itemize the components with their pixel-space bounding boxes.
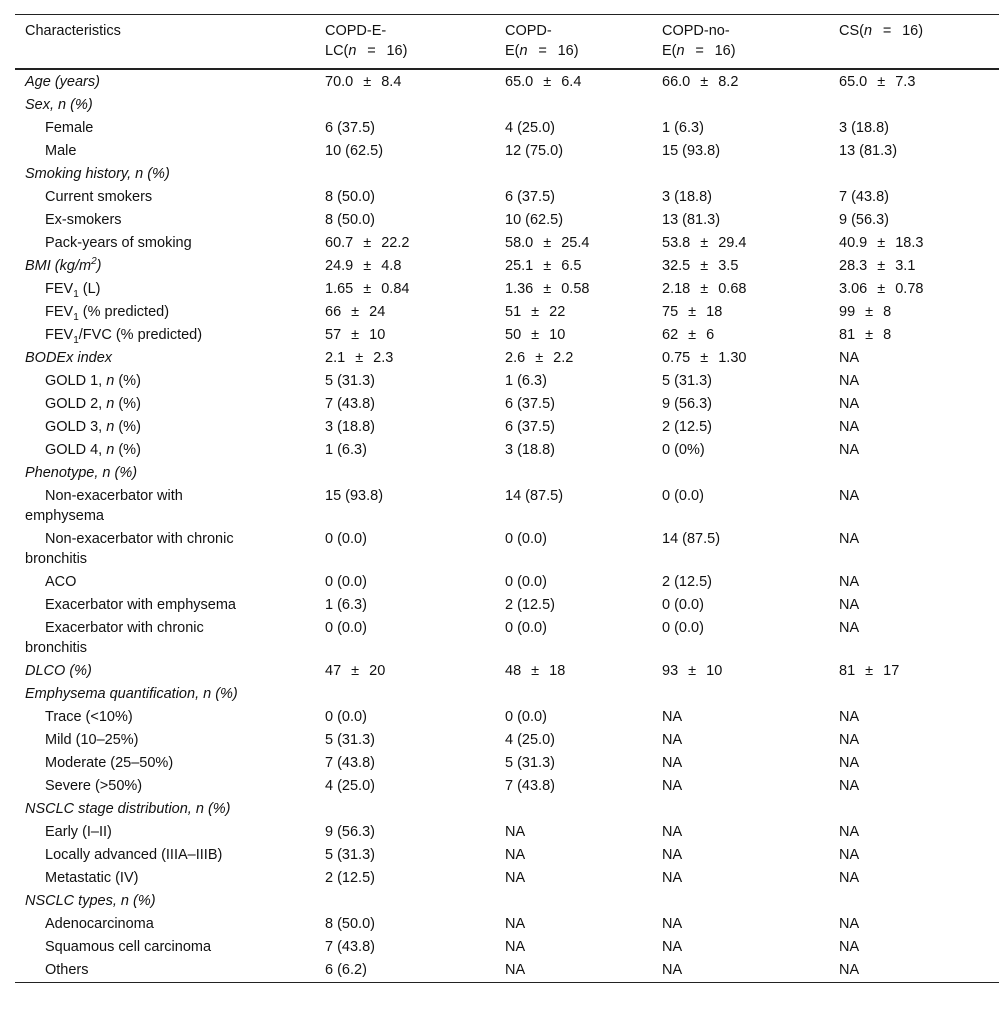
cell-exemph-col1: 1 (6.3) [325, 597, 367, 613]
cell-smoking-col2 [495, 163, 652, 186]
row-label-female: Female [45, 120, 94, 136]
table-row-fev1l [15, 278, 999, 301]
table-row-smoking [15, 163, 999, 186]
cell-exbron-col4: NA [839, 620, 860, 636]
cell-adeno-col3: NA [662, 916, 683, 932]
row-label-ex: Ex-smokers [45, 212, 122, 228]
header-copd-e: COPD- E(n = 16) [505, 23, 579, 59]
table-row-aco [15, 571, 999, 594]
table-row-bmi [15, 255, 999, 278]
table-row-stage [15, 798, 999, 821]
row-label-current: Current smokers [45, 189, 153, 205]
cell-smoking-col1 [315, 163, 495, 186]
cell-fevfvc-col4: 81 ± 8 [839, 327, 892, 343]
cell-sex-col4 [829, 94, 999, 117]
cell-dlco-col3: 93 ± 10 [662, 663, 723, 679]
row-label-nonexbron: Non-exacerbator with chronic bronchitis [25, 531, 234, 567]
table-row-severe [15, 775, 999, 798]
cell-types-col4 [829, 890, 999, 913]
cell-stage-col4 [829, 798, 999, 821]
cell-types-col1 [315, 890, 495, 913]
cell-gold4-col4: NA [839, 442, 860, 458]
cell-gold3-col2: 6 (37.5) [505, 419, 555, 435]
cell-fev1l-col4: 3.06 ± 0.78 [839, 281, 924, 297]
row-label-gold2: GOLD 2, n (%) [45, 396, 141, 412]
cell-gold3-col3: 2 (12.5) [662, 419, 712, 435]
cell-squamous-col4: NA [839, 939, 860, 955]
cell-gold1-col4: NA [839, 373, 860, 389]
cell-fev1l-col1: 1.65 ± 0.84 [325, 281, 410, 297]
cell-trace-col2: 0 (0.0) [505, 709, 547, 725]
cell-current-col1: 8 (50.0) [325, 189, 375, 205]
row-label-moderate: Moderate (25–50%) [45, 755, 174, 771]
row-label-mild: Mild (10–25%) [45, 732, 139, 748]
table-row-exemph [15, 594, 999, 617]
cell-emphq-col1 [315, 683, 495, 706]
cell-bodex-col4: NA [839, 350, 860, 366]
cell-emphq-col4 [829, 683, 999, 706]
cell-others-col1: 6 (6.2) [325, 962, 367, 978]
row-label-gold3: GOLD 3, n (%) [45, 419, 141, 435]
cell-nonexbron-col3: 14 (87.5) [662, 531, 721, 547]
row-label-bodex: BODEx index [25, 350, 113, 366]
cell-others-col3: NA [662, 962, 683, 978]
table-row-mild [15, 729, 999, 752]
cell-nonexemph-col1: 15 (93.8) [325, 488, 384, 504]
table-row-gold1 [15, 370, 999, 393]
cell-metastatic-col3: NA [662, 870, 683, 886]
table-row-locally [15, 844, 999, 867]
row-label-gold1: GOLD 1, n (%) [45, 373, 141, 389]
cell-gold3-col1: 3 (18.8) [325, 419, 375, 435]
cell-current-col3: 3 (18.8) [662, 189, 712, 205]
table-row-current [15, 186, 999, 209]
table-row-male [15, 140, 999, 163]
cell-pack-col2: 58.0 ± 25.4 [505, 235, 590, 251]
cell-trace-col4: NA [839, 709, 860, 725]
cell-locally-col2: NA [505, 847, 526, 863]
header-copd-no-e: COPD-no- E(n = 16) [662, 23, 736, 59]
row-label-sex: Sex, n (%) [25, 97, 93, 113]
cell-exbron-col3: 0 (0.0) [662, 620, 704, 636]
cell-phenotype-col3 [652, 462, 829, 485]
row-label-aco: ACO [45, 574, 77, 590]
table-row-bodex [15, 347, 999, 370]
table-row-emphq [15, 683, 999, 706]
cell-bmi-col4: 28.3 ± 3.1 [839, 258, 916, 274]
cell-severe-col4: NA [839, 778, 860, 794]
cell-nonexbron-col4: NA [839, 531, 860, 547]
cell-exemph-col2: 2 (12.5) [505, 597, 555, 613]
cell-severe-col3: NA [662, 778, 683, 794]
cell-current-col2: 6 (37.5) [505, 189, 555, 205]
table-row-female [15, 117, 999, 140]
cell-sex-col3 [652, 94, 829, 117]
cell-pack-col3: 53.8 ± 29.4 [662, 235, 747, 251]
cell-smoking-col4 [829, 163, 999, 186]
cell-exemph-col3: 0 (0.0) [662, 597, 704, 613]
cell-types-col2 [495, 890, 652, 913]
row-label-early: Early (I–II) [45, 824, 112, 840]
row-label-fev1l: $FEV_1$ (L) [45, 281, 101, 300]
cell-gold2-col2: 6 (37.5) [505, 396, 555, 412]
cell-stage-col2 [495, 798, 652, 821]
table-row-metastatic [15, 867, 999, 890]
row-label-exemph: Exacerbator with emphysema [45, 597, 236, 613]
cell-sex-col1 [315, 94, 495, 117]
characteristics-table-container [15, 14, 999, 983]
cell-nonexemph-col2: 14 (87.5) [505, 488, 564, 504]
cell-current-col4: 7 (43.8) [839, 189, 889, 205]
row-label-locally: Locally advanced (IIIA–IIIB) [45, 847, 223, 863]
cell-severe-col2: 7 (43.8) [505, 778, 555, 794]
cell-male-col1: 10 (62.5) [325, 143, 384, 159]
table-row-fevfvc [15, 324, 999, 347]
cell-bodex-col1: 2.1 ± 2.3 [325, 350, 394, 366]
cell-fev1p-col2: 51 ± 22 [505, 304, 566, 320]
row-label-age: Age (years) [25, 74, 100, 90]
cell-nonexemph-col4: NA [839, 488, 860, 504]
cell-nonexbron-col1: 0 (0.0) [325, 531, 367, 547]
table-row-types [15, 890, 999, 913]
cell-gold4-col1: 1 (6.3) [325, 442, 367, 458]
cell-age-col2: 65.0 ± 6.4 [505, 74, 582, 90]
cell-aco-col2: 0 (0.0) [505, 574, 547, 590]
cell-others-col4: NA [839, 962, 860, 978]
cell-male-col2: 12 (75.0) [505, 143, 564, 159]
cell-trace-col1: 0 (0.0) [325, 709, 367, 725]
cell-fevfvc-col3: 62 ± 6 [662, 327, 715, 343]
cell-stage-col3 [652, 798, 829, 821]
table-row-squamous [15, 936, 999, 959]
cell-bodex-col2: 2.6 ± 2.2 [505, 350, 574, 366]
cell-male-col4: 13 (81.3) [839, 143, 898, 159]
row-label-stage: NSCLC stage distribution, n (%) [25, 801, 231, 817]
table-row-gold3 [15, 416, 999, 439]
cell-pack-col1: 60.7 ± 22.2 [325, 235, 410, 251]
row-label-phenotype: Phenotype, n (%) [25, 465, 138, 481]
cell-fev1p-col1: 66 ± 24 [325, 304, 386, 320]
cell-mild-col1: 5 (31.3) [325, 732, 375, 748]
cell-others-col2: NA [505, 962, 526, 978]
row-label-nonexemph: Non-exacerbator with emphysema [25, 488, 183, 524]
cell-severe-col1: 4 (25.0) [325, 778, 375, 794]
table-row-gold4 [15, 439, 999, 462]
cell-fev1l-col2: 1.36 ± 0.58 [505, 281, 590, 297]
row-label-exbron: Exacerbator with chronic bronchitis [25, 620, 204, 656]
table-row-nonexemph [15, 485, 999, 528]
cell-squamous-col1: 7 (43.8) [325, 939, 375, 955]
row-label-others: Others [45, 962, 89, 978]
cell-early-col3: NA [662, 824, 683, 840]
cell-moderate-col1: 7 (43.8) [325, 755, 375, 771]
cell-emphq-col3 [652, 683, 829, 706]
cell-aco-col1: 0 (0.0) [325, 574, 367, 590]
cell-adeno-col2: NA [505, 916, 526, 932]
cell-dlco-col4: 81 ± 17 [839, 663, 900, 679]
cell-exemph-col4: NA [839, 597, 860, 613]
cell-aco-col4: NA [839, 574, 860, 590]
cell-fev1l-col3: 2.18 ± 0.68 [662, 281, 747, 297]
cell-squamous-col3: NA [662, 939, 683, 955]
cell-dlco-col1: 47 ± 20 [325, 663, 386, 679]
row-label-fev1p: $FEV_1$ (% predicted) [45, 304, 170, 323]
cell-moderate-col4: NA [839, 755, 860, 771]
cell-fevfvc-col1: 57 ± 10 [325, 327, 386, 343]
cell-trace-col3: NA [662, 709, 683, 725]
row-label-smoking: Smoking history, n (%) [25, 166, 170, 182]
cell-mild-col3: NA [662, 732, 683, 748]
cell-female-col4: 3 (18.8) [839, 120, 889, 136]
cell-smoking-col3 [652, 163, 829, 186]
cell-metastatic-col1: 2 (12.5) [325, 870, 375, 886]
cell-female-col2: 4 (25.0) [505, 120, 555, 136]
cell-early-col4: NA [839, 824, 860, 840]
table-row-phenotype [15, 462, 999, 485]
cell-early-col1: 9 (56.3) [325, 824, 375, 840]
cell-female-col3: 1 (6.3) [662, 120, 704, 136]
cell-ex-col4: 9 (56.3) [839, 212, 889, 228]
cell-female-col1: 6 (37.5) [325, 120, 375, 136]
cell-locally-col3: NA [662, 847, 683, 863]
row-label-male: Male [45, 143, 77, 159]
cell-age-col3: 66.0 ± 8.2 [662, 74, 739, 90]
cell-male-col3: 15 (93.8) [662, 143, 721, 159]
cell-age-col4: 65.0 ± 7.3 [839, 74, 916, 90]
table-body [15, 69, 999, 983]
table-row-nonexbron [15, 528, 999, 571]
cell-mild-col4: NA [839, 732, 860, 748]
cell-fevfvc-col2: 50 ± 10 [505, 327, 566, 343]
cell-squamous-col2: NA [505, 939, 526, 955]
table-row-adeno [15, 913, 999, 936]
cell-moderate-col2: 5 (31.3) [505, 755, 555, 771]
row-label-bmi: BMI $(kg/m^2)$ [25, 256, 102, 274]
cell-phenotype-col1 [315, 462, 495, 485]
cell-adeno-col4: NA [839, 916, 860, 932]
table-row-sex [15, 94, 999, 117]
cell-gold2-col1: 7 (43.8) [325, 396, 375, 412]
cell-gold3-col4: NA [839, 419, 860, 435]
row-label-gold4: GOLD 4, n (%) [45, 442, 141, 458]
header-cs: CS(n = 16) [839, 23, 924, 39]
cell-emphq-col2 [495, 683, 652, 706]
table-row-fev1p [15, 301, 999, 324]
table-row-moderate [15, 752, 999, 775]
cell-nonexbron-col2: 0 (0.0) [505, 531, 547, 547]
table-row-early [15, 821, 999, 844]
characteristics-table [15, 14, 999, 983]
cell-adeno-col1: 8 (50.0) [325, 916, 375, 932]
cell-bmi-col3: 32.5 ± 3.5 [662, 258, 739, 274]
cell-nonexemph-col3: 0 (0.0) [662, 488, 704, 504]
cell-early-col2: NA [505, 824, 526, 840]
cell-dlco-col2: 48 ± 18 [505, 663, 566, 679]
cell-ex-col2: 10 (62.5) [505, 212, 564, 228]
cell-mild-col2: 4 (25.0) [505, 732, 555, 748]
row-label-dlco: DLCO (%) [25, 663, 92, 679]
header-row [15, 15, 999, 70]
cell-moderate-col3: NA [662, 755, 683, 771]
cell-phenotype-col4 [829, 462, 999, 485]
table-row-exbron [15, 617, 999, 660]
cell-gold1-col2: 1 (6.3) [505, 373, 547, 389]
row-label-severe: Severe (>50%) [45, 778, 143, 794]
row-label-adeno: Adenocarcinoma [45, 916, 154, 932]
header-characteristics: Characteristics [25, 23, 121, 39]
cell-gold4-col3: 0 (0%) [662, 442, 705, 458]
cell-fev1p-col4: 99 ± 8 [839, 304, 892, 320]
table-row-pack [15, 232, 999, 255]
row-label-types: NSCLC types, n (%) [25, 893, 156, 909]
row-label-fevfvc: $FEV_1$/FVC (% predicted) [45, 327, 203, 346]
table-row-trace [15, 706, 999, 729]
cell-metastatic-col4: NA [839, 870, 860, 886]
cell-gold2-col4: NA [839, 396, 860, 412]
cell-gold2-col3: 9 (56.3) [662, 396, 712, 412]
table-row-ex [15, 209, 999, 232]
cell-exbron-col1: 0 (0.0) [325, 620, 367, 636]
cell-locally-col1: 5 (31.3) [325, 847, 375, 863]
table-row-others [15, 959, 999, 983]
row-label-pack: Pack-years of smoking [45, 235, 192, 251]
cell-gold1-col1: 5 (31.3) [325, 373, 375, 389]
cell-types-col3 [652, 890, 829, 913]
cell-sex-col2 [495, 94, 652, 117]
cell-phenotype-col2 [495, 462, 652, 485]
cell-bodex-col3: 0.75 ± 1.30 [662, 350, 747, 366]
table-row-age [15, 69, 999, 94]
table-row-dlco [15, 660, 999, 683]
row-label-squamous: Squamous cell carcinoma [45, 939, 212, 955]
cell-pack-col4: 40.9 ± 18.3 [839, 235, 924, 251]
cell-bmi-col1: 24.9 ± 4.8 [325, 258, 402, 274]
cell-aco-col3: 2 (12.5) [662, 574, 712, 590]
cell-stage-col1 [315, 798, 495, 821]
cell-ex-col3: 13 (81.3) [662, 212, 721, 228]
table-row-gold2 [15, 393, 999, 416]
cell-bmi-col2: 25.1 ± 6.5 [505, 258, 582, 274]
cell-fev1p-col3: 75 ± 18 [662, 304, 723, 320]
cell-gold1-col3: 5 (31.3) [662, 373, 712, 389]
cell-age-col1: 70.0 ± 8.4 [325, 74, 402, 90]
header-copd-e-lc: COPD-E- LC(n = 16) [325, 23, 408, 59]
row-label-emphq: Emphysema quantification, n (%) [25, 686, 238, 702]
cell-gold4-col2: 3 (18.8) [505, 442, 555, 458]
row-label-trace: Trace (<10%) [45, 709, 133, 725]
cell-locally-col4: NA [839, 847, 860, 863]
cell-ex-col1: 8 (50.0) [325, 212, 375, 228]
row-label-metastatic: Metastatic (IV) [45, 870, 139, 886]
cell-exbron-col2: 0 (0.0) [505, 620, 547, 636]
cell-metastatic-col2: NA [505, 870, 526, 886]
